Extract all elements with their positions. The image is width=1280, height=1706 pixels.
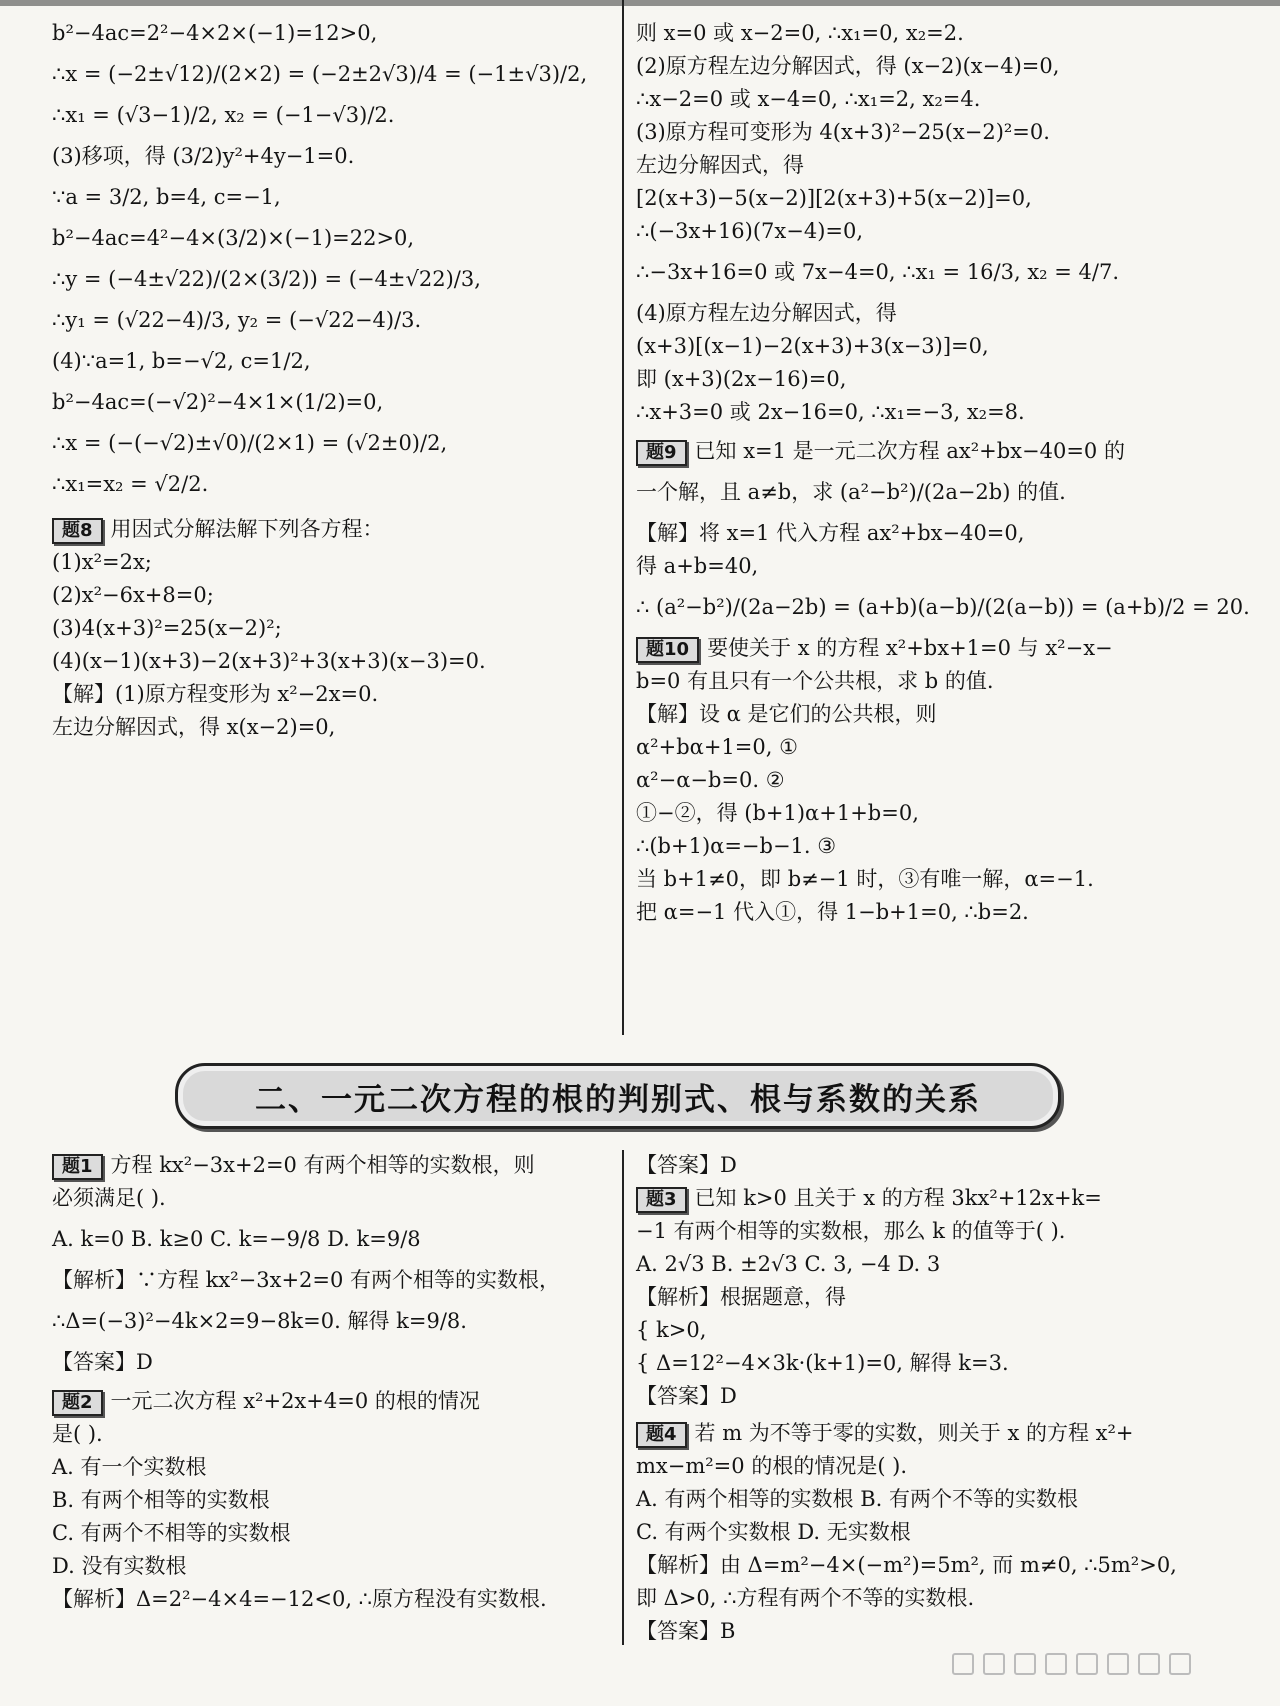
question-prompt: 已知 k>0 且关于 x 的方程 3kx²+12x+k=: [694, 1186, 1102, 1210]
column-divider-bottom: [622, 1150, 624, 1645]
question-item: (2)x²−6x+8=0;: [52, 583, 214, 607]
section-banner: [175, 1063, 1061, 1129]
answer-line: 【答案】D: [636, 1384, 737, 1408]
solution-line: 左边分解因式，得: [636, 153, 804, 177]
question-prompt: 用因式分解法解下列各方程：: [110, 517, 384, 541]
question-badge: 题4: [636, 1422, 687, 1448]
watermark-mark: [983, 1653, 1005, 1675]
question-item: (4)(x−1)(x+3)−2(x+3)²+3(x+3)(x−3)=0.: [52, 649, 486, 673]
right-column-top: [636, 18, 1250, 930]
answer-options: A. k=0 B. k≥0 C. k=−9/8 D. k=9/8: [52, 1227, 421, 1251]
solution-line: ∴x+3=0 或 2x−16=0, ∴x₁=−3, x₂=8.: [636, 400, 1025, 424]
solution-line: 【解】(1)原方程变形为 x²−2x=0.: [52, 682, 379, 706]
solution-line: ∴x₁=x₂ = √2/2.: [52, 472, 209, 496]
solution-line: 则 x=0 或 x−2=0, ∴x₁=0, x₂=2.: [636, 21, 964, 45]
solution-line: 把 α=−1 代入①，得 1−b+1=0, ∴b=2.: [636, 900, 1029, 924]
solution-line: (4)原方程左边分解因式，得: [636, 301, 897, 325]
answer-option: C. 有两个不相等的实数根: [52, 1521, 291, 1545]
question-9-heading: [636, 436, 1236, 467]
watermark-mark: [1076, 1653, 1098, 1675]
answer-line: 【答案】B: [636, 1619, 736, 1643]
watermark-mark: [1045, 1653, 1067, 1675]
solution-line: { k>0,: [636, 1318, 707, 1342]
solution-line: ∴y₁ = (√22−4)/3, y₂ = (−√22−4)/3.: [52, 308, 422, 332]
answer-line: 【答案】D: [52, 1350, 153, 1374]
solution-line: 【解析】根据题意，得: [636, 1285, 846, 1309]
question-10-heading: [636, 633, 1236, 664]
solution-line: (3)原方程可变形为 4(x+3)²−25(x−2)²=0.: [636, 120, 1050, 144]
question-3-heading: [636, 1183, 1236, 1214]
solution-line: ∴Δ=(−3)²−4k×2=9−8k=0. 解得 k=9/8.: [52, 1309, 467, 1333]
watermark-mark: [1138, 1653, 1160, 1675]
question-line: mx−m²=0 的根的情况是( ).: [636, 1454, 908, 1478]
solution-line: b²−4ac=2²−4×2×(−1)=12>0,: [52, 21, 378, 45]
solution-line: ①−②，得 (b+1)α+1+b=0,: [636, 801, 919, 825]
question-line: 必须满足( ).: [52, 1186, 166, 1210]
question-line: 一个解，且 a≠b，求 (a²−b²)/(2a−2b) 的值.: [636, 480, 1066, 504]
solution-line: 得 a+b=40,: [636, 554, 759, 578]
solution-line: 当 b+1≠0，即 b≠−1 时，③有唯一解，α=−1.: [636, 867, 1094, 891]
question-badge: 题1: [52, 1154, 103, 1180]
answer-options: A. 有两个相等的实数根 B. 有两个不等的实数根: [636, 1487, 1078, 1511]
question-line: b=0 有且只有一个公共根，求 b 的值.: [636, 669, 994, 693]
question-item: (3)4(x+3)²=25(x−2)²;: [52, 616, 282, 640]
solution-line: α²−α−b=0. ②: [636, 768, 785, 792]
left-column-bottom: [52, 1150, 607, 1617]
question-badge: 题2: [52, 1390, 103, 1416]
solution-line: [2(x+3)−5(x−2)][2(x+3)+5(x−2)]=0,: [636, 186, 1032, 210]
answer-option: D. 没有实数根: [52, 1554, 187, 1578]
solution-line: ∴(−3x+16)(7x−4)=0,: [636, 219, 864, 243]
solution-line: (4)∵a=1, b=−√2, c=1/2,: [52, 349, 311, 373]
question-1-heading: [52, 1150, 607, 1181]
watermark: [952, 1654, 1242, 1674]
solution-line: α²+bα+1=0, ①: [636, 735, 798, 759]
solution-line: 即 (x+3)(2x−16)=0,: [636, 367, 847, 391]
solution-line: b²−4ac=4²−4×(3/2)×(−1)=22>0,: [52, 226, 415, 250]
solution-line: { Δ=12²−4×3k·(k+1)=0, 解得 k=3.: [636, 1351, 1009, 1375]
question-line: 是( ).: [52, 1422, 103, 1446]
question-prompt: 若 m 为不等于零的实数，则关于 x 的方程 x²+: [694, 1421, 1134, 1445]
question-badge: 题10: [636, 637, 699, 663]
solution-line: ∴x = (−(−√2)±√0)/(2×1) = (√2±0)/2,: [52, 431, 448, 455]
right-column-bottom: [636, 1150, 1236, 1649]
solution-line: 【解】设 α 是它们的公共根，则: [636, 702, 937, 726]
question-prompt: 要使关于 x 的方程 x²+bx+1=0 与 x²−x−: [707, 636, 1113, 660]
solution-line: ∵a = 3/2, b=4, c=−1,: [52, 185, 281, 209]
question-badge: 题3: [636, 1187, 687, 1213]
solution-line: 【解】将 x=1 代入方程 ax²+bx−40=0,: [636, 521, 1025, 545]
question-8-heading: [52, 514, 607, 545]
solution-line: (3)移项，得 (3/2)y²+4y−1=0.: [52, 144, 355, 168]
solution-line: ∴x−2=0 或 x−4=0, ∴x₁=2, x₂=4.: [636, 87, 981, 111]
solution-line: 左边分解因式，得 x(x−2)=0,: [52, 715, 336, 739]
solution-line: ∴x₁ = (√3−1)/2, x₂ = (−1−√3)/2.: [52, 103, 395, 127]
left-column-top: [52, 18, 607, 745]
watermark-mark: [1169, 1653, 1191, 1675]
question-prompt: 一元二次方程 x²+2x+4=0 的根的情况: [110, 1389, 480, 1413]
question-item: (1)x²=2x;: [52, 550, 152, 574]
question-prompt: 已知 x=1 是一元二次方程 ax²+bx−40=0 的: [694, 439, 1125, 463]
answer-options: C. 有两个实数根 D. 无实数根: [636, 1520, 911, 1544]
question-prompt: 方程 kx²−3x+2=0 有两个相等的实数根，则: [110, 1153, 535, 1177]
watermark-mark: [1107, 1653, 1129, 1675]
answer-line: 【答案】D: [636, 1153, 737, 1177]
column-divider-top: [622, 0, 624, 1035]
watermark-mark: [952, 1653, 974, 1675]
solution-line: 【解析】Δ=2²−4×4=−12<0, ∴原方程没有实数根.: [52, 1587, 547, 1611]
solution-line: 即 Δ>0, ∴方程有两个不等的实数根.: [636, 1586, 975, 1610]
question-line: −1 有两个相等的实数根，那么 k 的值等于( ).: [636, 1219, 1066, 1243]
solution-line: ∴−3x+16=0 或 7x−4=0, ∴x₁ = 16/3, x₂ = 4/7.: [636, 260, 1120, 284]
solution-line: 【解析】由 Δ=m²−4×(−m²)=5m², 而 m≠0, ∴5m²>0,: [636, 1553, 1177, 1577]
watermark-mark: [1014, 1653, 1036, 1675]
solution-line: ∴(b+1)α=−b−1. ③: [636, 834, 837, 858]
solution-line: ∴x = (−2±√12)/(2×2) = (−2±2√3)/4 = (−1±√3)/2,: [52, 62, 588, 86]
solution-line: 【解析】∵方程 kx²−3x+2=0 有两个相等的实数根，: [52, 1268, 561, 1292]
answer-option: A. 有一个实数根: [52, 1455, 207, 1479]
answer-option: B. 有两个相等的实数根: [52, 1488, 270, 1512]
solution-line: ∴y = (−4±√22)/(2×(3/2)) = (−4±√22)/3,: [52, 267, 481, 291]
solution-line: ∴ (a²−b²)/(2a−2b) = (a+b)(a−b)/(2(a−b)) = (a+b)/2 = 20.: [636, 595, 1250, 619]
question-badge: 题8: [52, 518, 103, 544]
answer-options: A. 2√3 B. ±2√3 C. 3, −4 D. 3: [636, 1252, 941, 1276]
question-badge: 题9: [636, 440, 687, 466]
question-2-heading: [52, 1386, 607, 1417]
page-top-edge: [0, 0, 1280, 6]
solution-line: b²−4ac=(−√2)²−4×1×(1/2)=0,: [52, 390, 384, 414]
solution-line: (x+3)[(x−1)−2(x+3)+3(x−3)]=0,: [636, 334, 989, 358]
solution-line: (2)原方程左边分解因式，得 (x−2)(x−4)=0,: [636, 54, 1060, 78]
question-4-heading: [636, 1418, 1236, 1449]
section-title: 二、一元二次方程的根的判别式、根与系数的关系: [255, 1081, 981, 1118]
